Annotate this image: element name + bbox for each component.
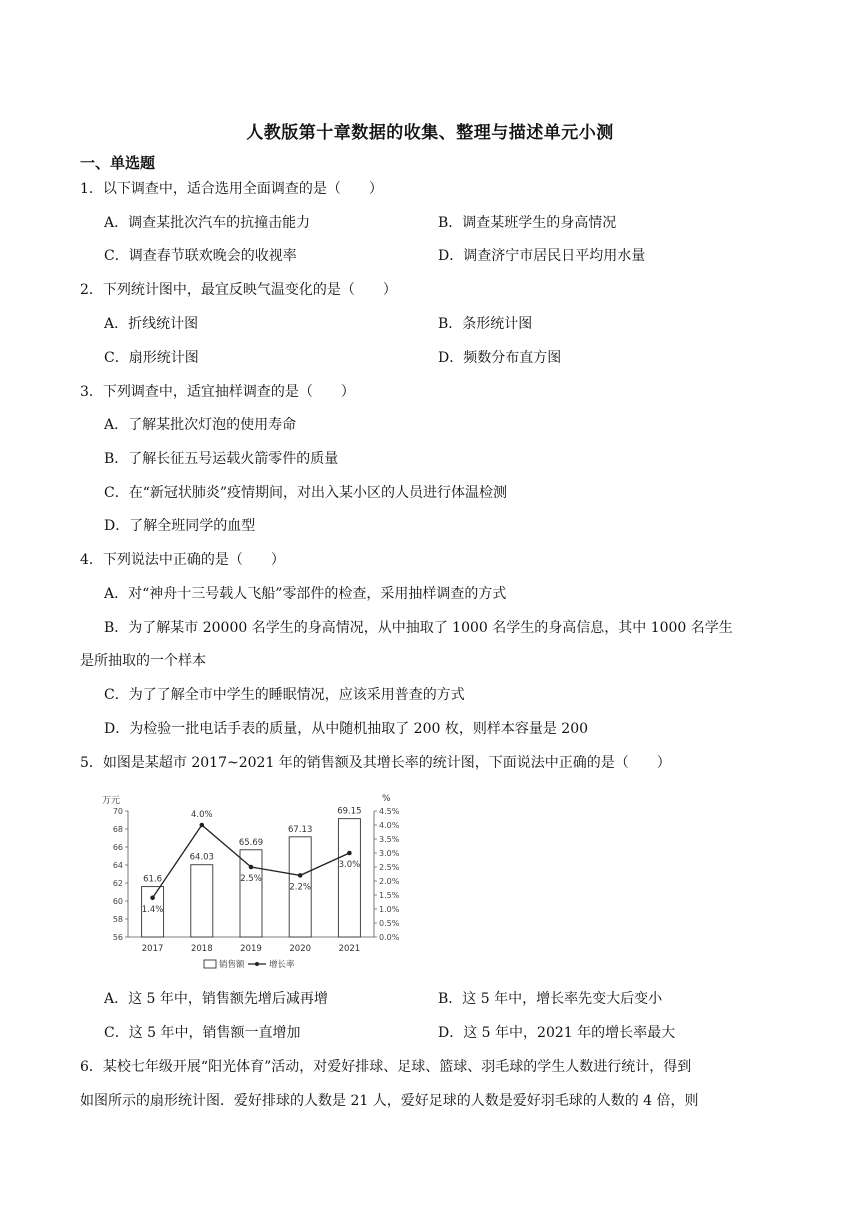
bar-value-label: 69.15 (337, 806, 362, 817)
right-tick-label: 0.0% (379, 933, 400, 942)
question-2-stem: 2．下列统计图中，最宜反映气温变化的是（ ） (80, 282, 397, 298)
question-4-option-d: D．为检验一批电话手表的质量，从中随机抽取了 200 枚，则样本容量是 200 (104, 721, 589, 737)
growth-rate-label: 1.4% (141, 904, 164, 915)
question-5-option-c: C．这 5 年中，销售额一直增加 (104, 1025, 301, 1041)
x-tick-label: 2017 (141, 944, 164, 954)
growth-rate-label: 4.0% (190, 810, 213, 820)
legend-line-label: 增长率 (269, 960, 295, 970)
question-1-stem: 1．以下调查中，适合选用全面调查的是（ ） (80, 181, 383, 197)
right-tick-label: 3.5% (379, 835, 400, 844)
page-title: 人教版第十章数据的收集、整理与描述单元小测 (246, 123, 614, 143)
left-tick-label: 60 (112, 897, 123, 906)
question-2-option-d: D．频数分布直方图 (438, 350, 562, 366)
right-axis-unit: % (382, 794, 391, 804)
growth-rate-point (298, 873, 303, 878)
left-tick-label: 62 (112, 879, 123, 888)
left-tick-label: 58 (112, 915, 123, 924)
right-tick-label: 1.5% (379, 891, 400, 900)
question-5-option-d: D．这 5 年中，2021 年的增长率最大 (438, 1025, 676, 1041)
question-1-option-c: C．调查春节联欢晚会的收视率 (104, 248, 297, 264)
x-tick-label: 2020 (289, 944, 312, 954)
right-tick-label: 2.5% (379, 863, 400, 872)
sales-growth-chart (96, 785, 416, 980)
left-axis-unit: 万元 (102, 796, 121, 806)
question-6-line-1: 6．某校七年级开展“阳光体育”活动，对爱好排球、足球、篮球、羽毛球的学生人数进行统计，得到 (80, 1059, 692, 1075)
question-3-option-c: C．在“新冠状肺炎”疫情期间，对出入某小区的人员进行体温检测 (104, 485, 508, 501)
growth-rate-point (249, 865, 254, 870)
left-tick-label: 68 (112, 825, 123, 834)
bar-value-label: 65.69 (238, 837, 264, 848)
question-1-option-a: A．调查某批次汽车的抗撞击能力 (104, 215, 311, 231)
question-5-option-a: A．这 5 年中，销售额先增后减再增 (104, 991, 328, 1007)
question-4-option-b: B．为了解某市 20000 名学生的身高情况，从中抽取了 1000 名学生的身高信息，其中 1000 名学生 (104, 620, 733, 636)
x-tick-label: 2021 (338, 944, 361, 954)
growth-rate-label: 2.2% (289, 882, 312, 893)
section-heading: 一、单选题 (80, 154, 156, 172)
right-tick-label: 4.5% (379, 807, 400, 816)
bar-value-label: 61.6 (143, 874, 163, 885)
question-5-stem: 5．如图是某超市 2017~2021 年的销售额及其增长率的统计图，下面说法中正确的是（ ） (80, 755, 671, 771)
x-tick-label: 2019 (240, 944, 262, 954)
question-2-option-c: C．扇形统计图 (104, 350, 199, 366)
question-6-line-2: 如图所示的扇形统计图．爱好排球的人数是 21 人，爱好足球的人数是爱好羽毛球的人数的 4 倍，则 (80, 1093, 699, 1109)
question-1-option-b: B．调查某班学生的身高情况 (438, 215, 617, 231)
question-4-stem: 4．下列说法中正确的是（ ） (80, 552, 285, 568)
left-tick-label: 64 (112, 861, 123, 870)
question-3-option-a: A．了解某批次灯泡的使用寿命 (104, 417, 297, 433)
left-tick-label: 70 (112, 807, 123, 816)
question-4-option-a: A．对“神舟十三号载人飞船”零部件的检查，采用抽样调查的方式 (104, 586, 507, 602)
legend-line-marker (255, 962, 259, 966)
left-tick-label: 56 (112, 933, 123, 942)
growth-rate-point (347, 851, 352, 856)
question-1-option-d: D．调查济宁市居民日平均用水量 (438, 248, 646, 264)
question-3-option-b: B．了解长征五号运载火箭零件的质量 (104, 451, 339, 467)
question-3-option-d: D．了解全班同学的血型 (104, 518, 256, 534)
question-2-option-b: B．条形统计图 (438, 316, 533, 332)
growth-rate-point (200, 823, 205, 828)
growth-rate-point (150, 896, 155, 901)
right-tick-label: 1.0% (379, 905, 400, 914)
growth-rate-label: 2.5% (240, 874, 262, 884)
question-4-option-c: C．为了了解全市中学生的睡眠情况，应该采用普查的方式 (104, 687, 465, 703)
bar-value-label: 67.13 (288, 824, 313, 835)
right-tick-label: 3.0% (379, 849, 400, 858)
bar-value-label: 64.03 (189, 852, 214, 863)
question-2-option-a: A．折线统计图 (104, 316, 199, 332)
legend-bar-label: 销售额 (219, 960, 245, 970)
legend-bar-swatch (204, 960, 216, 968)
bar-2018 (191, 865, 213, 937)
question-3-stem: 3．下列调查中，适宜抽样调查的是（ ） (80, 384, 355, 400)
growth-rate-label: 3.0% (338, 860, 361, 870)
right-tick-label: 2.0% (379, 877, 400, 886)
x-tick-label: 2018 (190, 944, 213, 954)
right-tick-label: 0.5% (379, 919, 400, 928)
question-4-option-b-continued: 是所抽取的一个样本 (80, 653, 206, 669)
bar-2021 (338, 819, 360, 937)
bar-2019 (240, 850, 262, 937)
left-tick-label: 66 (112, 843, 123, 852)
right-tick-label: 4.0% (379, 821, 400, 830)
question-5-option-b: B．这 5 年中，增长率先变大后变小 (438, 991, 663, 1007)
